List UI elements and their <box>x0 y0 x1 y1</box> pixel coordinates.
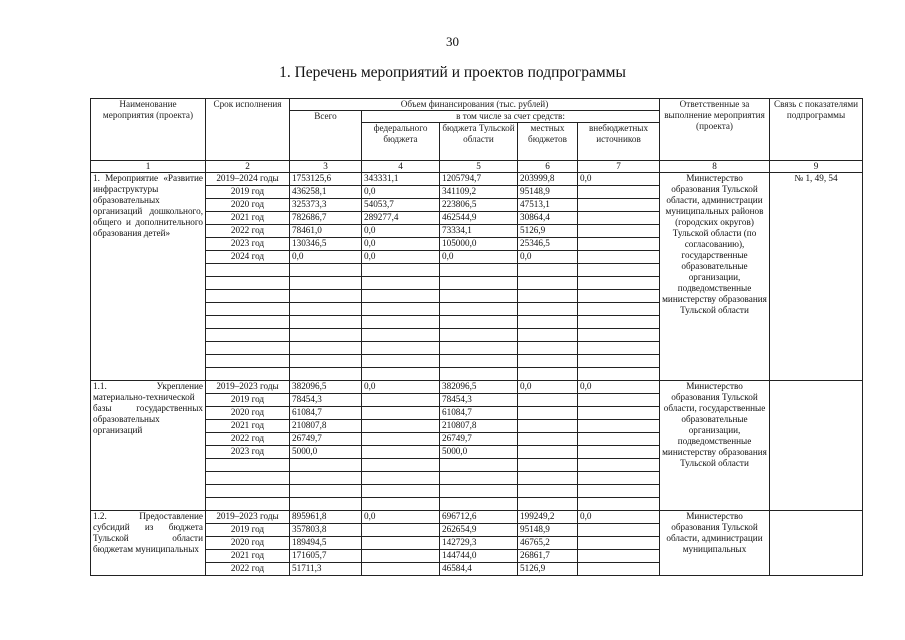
amount-cell <box>362 472 440 485</box>
column-number: 2 <box>206 161 290 173</box>
amount-cell: 1753125,6 <box>290 173 362 186</box>
events-table <box>90 98 863 576</box>
amount-cell <box>518 342 578 355</box>
amount-cell: 262654,9 <box>440 524 518 537</box>
amount-cell <box>290 277 362 290</box>
header-period: Срок исполнения <box>206 99 290 161</box>
amount-cell <box>290 329 362 342</box>
amount-cell: 382096,5 <box>440 381 518 394</box>
amount-cell: 54053,7 <box>362 199 440 212</box>
amount-cell: 47513,1 <box>518 199 578 212</box>
header-funding: Объем финансирования (тыс. рублей) <box>290 99 660 111</box>
amount-cell: 61084,7 <box>440 407 518 420</box>
amount-cell <box>518 264 578 277</box>
amount-cell: 0,0 <box>578 511 660 524</box>
event-name: 1.1. Укрепление материально-технической базы государственных образовательных организаций <box>91 381 206 511</box>
period-cell: 2019 год <box>206 524 290 537</box>
amount-cell <box>518 355 578 368</box>
header-responsible: Ответственные за выполнение мероприятия (проекта) <box>660 99 770 161</box>
amount-cell <box>578 290 660 303</box>
amount-cell: 78454,3 <box>440 394 518 407</box>
amount-cell <box>440 264 518 277</box>
period-cell: 2020 год <box>206 537 290 550</box>
amount-cell <box>440 277 518 290</box>
period-cell <box>206 459 290 472</box>
amount-cell <box>440 472 518 485</box>
amount-cell <box>578 355 660 368</box>
amount-cell <box>290 316 362 329</box>
amount-cell: 382096,5 <box>290 381 362 394</box>
amount-cell <box>290 368 362 381</box>
amount-cell: 78454,3 <box>290 394 362 407</box>
amount-cell: 5000,0 <box>290 446 362 459</box>
amount-cell <box>440 498 518 511</box>
amount-cell <box>440 355 518 368</box>
amount-cell: 325373,3 <box>290 199 362 212</box>
amount-cell <box>518 472 578 485</box>
amount-cell: 105000,0 <box>440 238 518 251</box>
amount-cell <box>578 563 660 576</box>
amount-cell <box>518 329 578 342</box>
header-including: в том числе за счет средств: <box>362 111 660 123</box>
amount-cell <box>440 342 518 355</box>
amount-cell <box>362 303 440 316</box>
amount-cell <box>518 498 578 511</box>
period-cell <box>206 472 290 485</box>
amount-cell: 0,0 <box>362 238 440 251</box>
amount-cell: 0,0 <box>440 251 518 264</box>
amount-cell: 0,0 <box>362 381 440 394</box>
amount-cell <box>440 316 518 329</box>
amount-cell <box>578 186 660 199</box>
amount-cell: 357803,8 <box>290 524 362 537</box>
amount-cell <box>290 459 362 472</box>
period-cell <box>206 329 290 342</box>
amount-cell <box>362 537 440 550</box>
header-offbudget: внебюджетных источников <box>578 123 660 161</box>
period-cell <box>206 290 290 303</box>
period-cell: 2019 год <box>206 394 290 407</box>
amount-cell <box>518 433 578 446</box>
indicator-link-cell: № 1, 49, 54 <box>770 173 863 381</box>
amount-cell <box>362 264 440 277</box>
amount-cell <box>290 498 362 511</box>
period-cell: 2022 год <box>206 225 290 238</box>
period-cell <box>206 277 290 290</box>
period-cell <box>206 264 290 277</box>
column-numbers-row <box>91 161 863 173</box>
amount-cell <box>518 368 578 381</box>
header-local: местных бюджетов <box>518 123 578 161</box>
amount-cell: 0,0 <box>362 511 440 524</box>
amount-cell <box>578 459 660 472</box>
header-total: Всего <box>290 111 362 161</box>
amount-cell: 30864,4 <box>518 212 578 225</box>
amount-cell <box>578 420 660 433</box>
amount-cell <box>578 199 660 212</box>
amount-cell: 78461,0 <box>290 225 362 238</box>
amount-cell <box>362 550 440 563</box>
table-row <box>91 381 863 394</box>
period-cell <box>206 342 290 355</box>
amount-cell: 343331,1 <box>362 173 440 186</box>
amount-cell <box>440 290 518 303</box>
amount-cell: 210807,8 <box>290 420 362 433</box>
amount-cell: 895961,8 <box>290 511 362 524</box>
column-number: 1 <box>91 161 206 173</box>
amount-cell <box>578 537 660 550</box>
amount-cell: 199249,2 <box>518 511 578 524</box>
event-name: 1. Мероприятие «Развитие инфраструктуры образовательных организаций дошкольного, общего и дополнительного образования детей» <box>91 173 206 381</box>
period-cell: 2019–2023 годы <box>206 381 290 394</box>
amount-cell <box>578 550 660 563</box>
amount-cell <box>290 290 362 303</box>
amount-cell: 142729,3 <box>440 537 518 550</box>
amount-cell: 0,0 <box>518 381 578 394</box>
period-cell: 2019–2023 годы <box>206 511 290 524</box>
amount-cell: 210807,8 <box>440 420 518 433</box>
amount-cell: 26861,7 <box>518 550 578 563</box>
amount-cell <box>440 485 518 498</box>
amount-cell <box>578 472 660 485</box>
period-cell: 2023 год <box>206 446 290 459</box>
amount-cell <box>362 394 440 407</box>
amount-cell <box>362 355 440 368</box>
amount-cell <box>290 303 362 316</box>
amount-cell <box>440 459 518 472</box>
amount-cell <box>578 251 660 264</box>
amount-cell: 189494,5 <box>290 537 362 550</box>
period-cell: 2020 год <box>206 407 290 420</box>
amount-cell <box>518 407 578 420</box>
indicator-link-cell <box>770 381 863 511</box>
amount-cell <box>518 459 578 472</box>
amount-cell: 25346,5 <box>518 238 578 251</box>
amount-cell: 782686,7 <box>290 212 362 225</box>
amount-cell <box>578 446 660 459</box>
header-regional: бюджета Тульской области <box>440 123 518 161</box>
amount-cell <box>518 316 578 329</box>
column-number: 3 <box>290 161 362 173</box>
amount-cell <box>362 407 440 420</box>
amount-cell <box>362 368 440 381</box>
header-row-1 <box>91 99 863 111</box>
amount-cell <box>362 277 440 290</box>
column-number: 6 <box>518 161 578 173</box>
amount-cell: 26749,7 <box>290 433 362 446</box>
amount-cell <box>290 472 362 485</box>
event-name: 1.2. Предоставление субсидий из бюджета Тульской области бюджетам муниципальных <box>91 511 206 576</box>
amount-cell <box>578 342 660 355</box>
amount-cell <box>362 485 440 498</box>
amount-cell: 95148,9 <box>518 186 578 199</box>
amount-cell <box>440 303 518 316</box>
period-cell: 2020 год <box>206 199 290 212</box>
amount-cell <box>518 420 578 433</box>
amount-cell: 0,0 <box>578 381 660 394</box>
header-name: Наименование мероприятия (проекта) <box>91 99 206 161</box>
period-cell <box>206 485 290 498</box>
amount-cell: 171605,7 <box>290 550 362 563</box>
amount-cell <box>578 368 660 381</box>
period-cell <box>206 303 290 316</box>
responsible-cell: Министерство образования Тульской области, администрации муниципальных районов (городских округов) Тульской области (по согласованию), государственные образовательные организации, подведомственные министерству образования Тульской области <box>660 173 770 381</box>
amount-cell: 61084,7 <box>290 407 362 420</box>
amount-cell: 289277,4 <box>362 212 440 225</box>
amount-cell: 26749,7 <box>440 433 518 446</box>
amount-cell: 144744,0 <box>440 550 518 563</box>
amount-cell <box>578 264 660 277</box>
amount-cell: 223806,5 <box>440 199 518 212</box>
amount-cell <box>362 433 440 446</box>
period-cell: 2021 год <box>206 420 290 433</box>
period-cell: 2024 год <box>206 251 290 264</box>
amount-cell <box>518 277 578 290</box>
amount-cell <box>518 290 578 303</box>
amount-cell <box>362 290 440 303</box>
amount-cell: 0,0 <box>578 173 660 186</box>
amount-cell <box>362 342 440 355</box>
period-cell <box>206 316 290 329</box>
column-number: 9 <box>770 161 863 173</box>
period-cell <box>206 368 290 381</box>
amount-cell <box>578 316 660 329</box>
indicator-link-cell <box>770 511 863 576</box>
amount-cell <box>578 394 660 407</box>
amount-cell <box>290 342 362 355</box>
amount-cell <box>362 524 440 537</box>
amount-cell: 5000,0 <box>440 446 518 459</box>
amount-cell <box>518 394 578 407</box>
amount-cell <box>362 563 440 576</box>
amount-cell <box>290 485 362 498</box>
period-cell <box>206 498 290 511</box>
amount-cell: 436258,1 <box>290 186 362 199</box>
amount-cell: 5126,9 <box>518 563 578 576</box>
amount-cell <box>440 368 518 381</box>
amount-cell <box>290 355 362 368</box>
amount-cell <box>440 329 518 342</box>
amount-cell: 203999,8 <box>518 173 578 186</box>
amount-cell <box>578 277 660 290</box>
period-cell: 2023 год <box>206 238 290 251</box>
period-cell: 2019 год <box>206 186 290 199</box>
amount-cell <box>578 498 660 511</box>
amount-cell <box>578 238 660 251</box>
header-link: Связь с показателями подпрограммы <box>770 99 863 161</box>
period-cell: 2022 год <box>206 433 290 446</box>
header-federal: федерального бюджета <box>362 123 440 161</box>
amount-cell <box>518 303 578 316</box>
amount-cell: 5126,9 <box>518 225 578 238</box>
amount-cell <box>362 498 440 511</box>
responsible-cell: Министерство образования Тульской области, государственные образовательные организации, подведомственные министерству образования Тульской области <box>660 381 770 511</box>
period-cell: 2021 год <box>206 550 290 563</box>
responsible-cell: Министерство образования Тульской области, администрации муниципальных <box>660 511 770 576</box>
amount-cell: 0,0 <box>362 186 440 199</box>
table-row <box>91 511 863 524</box>
column-number: 7 <box>578 161 660 173</box>
period-cell: 2021 год <box>206 212 290 225</box>
amount-cell <box>290 264 362 277</box>
amount-cell <box>362 459 440 472</box>
amount-cell <box>578 212 660 225</box>
amount-cell <box>362 316 440 329</box>
amount-cell <box>578 433 660 446</box>
page-number: 30 <box>446 34 459 49</box>
amount-cell: 46765,2 <box>518 537 578 550</box>
amount-cell: 130346,5 <box>290 238 362 251</box>
amount-cell <box>518 446 578 459</box>
amount-cell <box>362 329 440 342</box>
amount-cell: 1205794,7 <box>440 173 518 186</box>
amount-cell <box>578 329 660 342</box>
amount-cell <box>362 446 440 459</box>
amount-cell: 462544,9 <box>440 212 518 225</box>
amount-cell <box>578 407 660 420</box>
amount-cell <box>578 303 660 316</box>
table-row <box>91 173 863 186</box>
amount-cell: 0,0 <box>362 225 440 238</box>
amount-cell: 51711,3 <box>290 563 362 576</box>
amount-cell <box>578 225 660 238</box>
page-title: 1. Перечень мероприятий и проектов подпрограммы <box>279 64 626 81</box>
amount-cell <box>578 485 660 498</box>
amount-cell: 0,0 <box>362 251 440 264</box>
amount-cell: 0,0 <box>290 251 362 264</box>
period-cell: 2022 год <box>206 563 290 576</box>
amount-cell: 341109,2 <box>440 186 518 199</box>
amount-cell: 46584,4 <box>440 563 518 576</box>
column-number: 4 <box>362 161 440 173</box>
period-cell: 2019–2024 годы <box>206 173 290 186</box>
amount-cell: 696712,6 <box>440 511 518 524</box>
column-number: 5 <box>440 161 518 173</box>
amount-cell: 0,0 <box>518 251 578 264</box>
amount-cell <box>578 524 660 537</box>
amount-cell: 95148,9 <box>518 524 578 537</box>
column-number: 8 <box>660 161 770 173</box>
amount-cell <box>518 485 578 498</box>
period-cell <box>206 355 290 368</box>
amount-cell <box>362 420 440 433</box>
amount-cell: 73334,1 <box>440 225 518 238</box>
